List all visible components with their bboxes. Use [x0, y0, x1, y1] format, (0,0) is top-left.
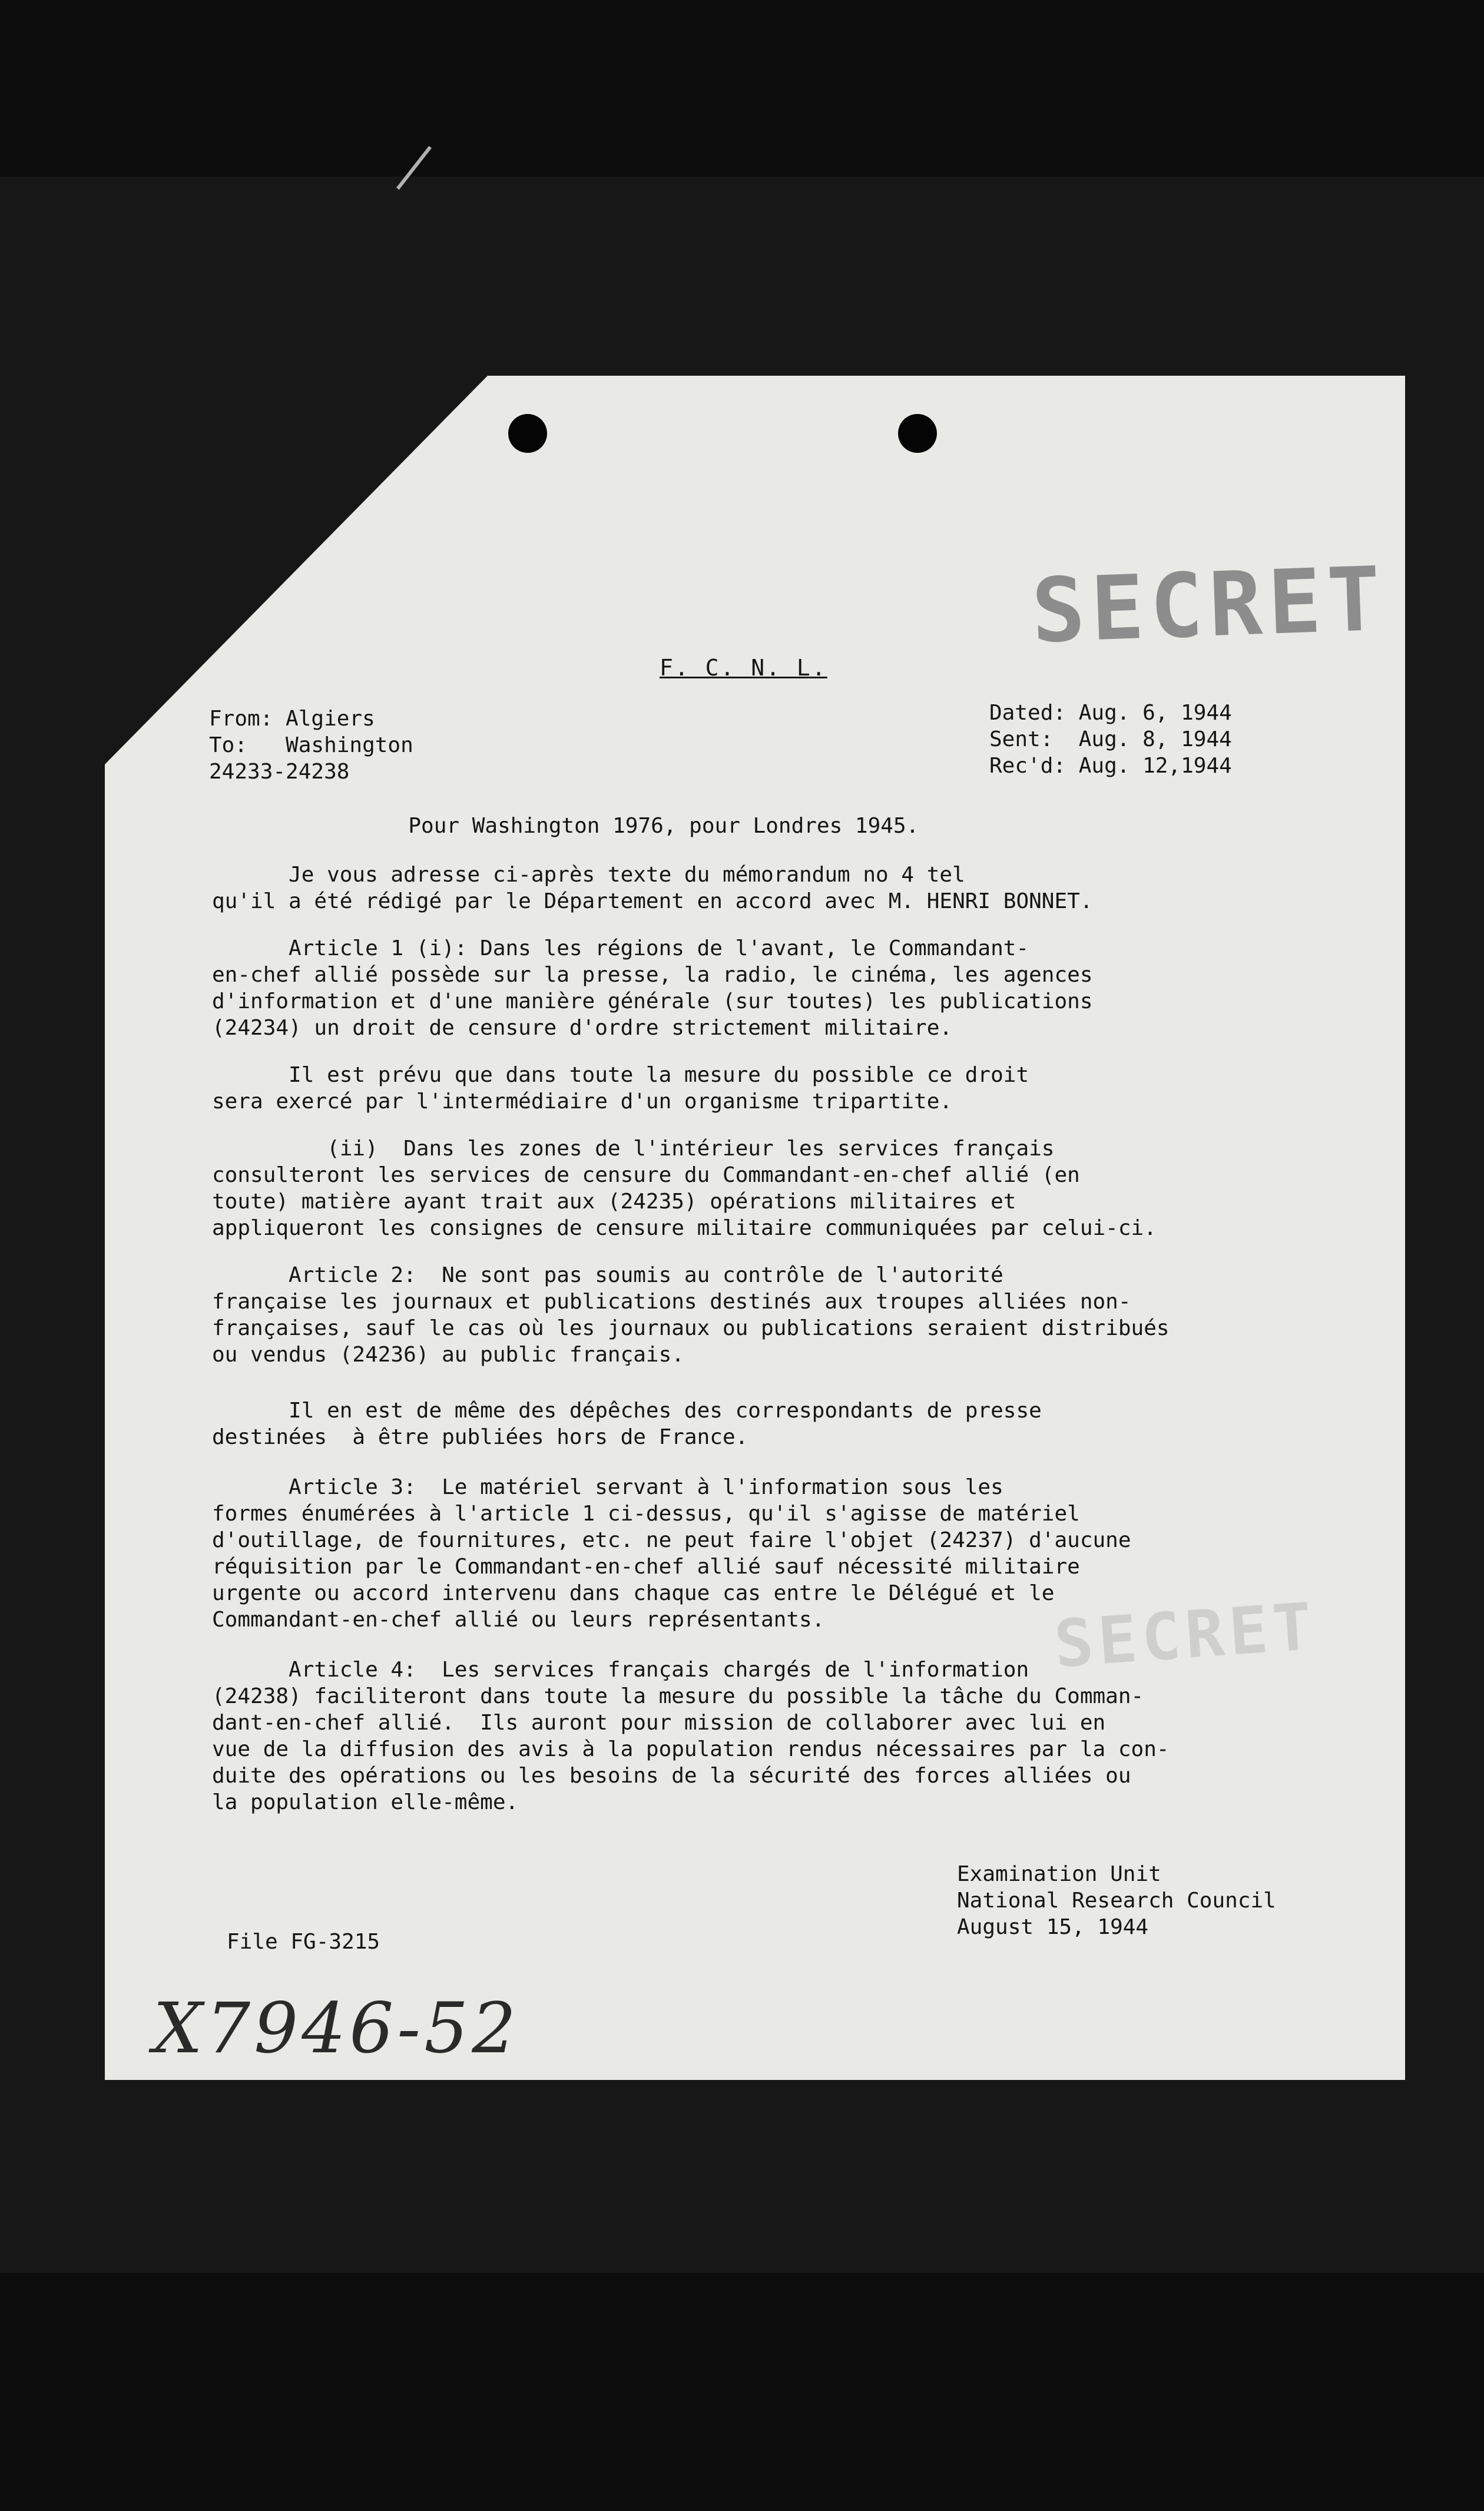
paragraph-intro: Pour Washington 1976, pour Londres 1945. — [383, 814, 919, 838]
date-sent: Sent: Aug. 8, 1944 — [989, 727, 1232, 751]
routing-from: From: Algiers — [209, 707, 375, 731]
paragraph-tripartite: Il est prévu que dans toute la mesure du possible ce droit sera exercé par l'intermédiaire d'un organisme tripartite. — [212, 1063, 1029, 1114]
secret-stamp-faint: SECRET — [1052, 1588, 1319, 1682]
file-reference: File FG-3215 — [227, 1930, 380, 1954]
paragraph-article-3: Article 3: Le matériel servant à l'information sous les formes énumérées à l'article 1 ci-dessus, qu'il s'agisse de matériel d'outillage, de fournitures, etc. ne peut faire l'objet (24237) d'aucune réquisition par le Commandant-en-chef allié sauf nécessité militaire urgente ou accord intervenu dans chaque cas entre le Délégué et le Commandant-en-chef allié ou leurs représentants. — [212, 1475, 1131, 1632]
signature-date: August 15, 1944 — [957, 1915, 1149, 1939]
paragraph-article-4: Article 4: Les services français chargés de l'information (24238) faciliteront dans toute la mesure du possible la tâche du Comman- dant-en-chef allié. Ils auront pour mission de collaborer avec lui en vue de la diffusion des avis à la population rendus nécessaires par la con- duite des opérations ou les besoins de la sécurité des forces alliées ou la population elle-même. — [212, 1658, 1170, 1814]
paragraph-article-1: Article 1 (i): Dans les régions de l'avant, le Commandant- en-chef allié possède sur la presse, la radio, le cinéma, les agences d'information et d'une manière générale (sur toutes) les publications (24234) un droit de censure d'ordre strictement militaire. — [212, 936, 1093, 1040]
paragraph-memorandum: Je vous adresse ci-après texte du mémorandum no 4 tel qu'il a été rédigé par le Département en accord avec M. HENRI BONNET. — [212, 863, 1093, 913]
paragraph-interior-zones: (ii) Dans les zones de l'intérieur les services français consulteront les services de censure du Commandant-en-chef allié (en toute) matière ayant trait aux (24235) opérations militaires et appliqueront les consignes de censure militaire communiquées par celui-ci. — [212, 1137, 1157, 1240]
date-dated: Dated: Aug. 6, 1944 — [989, 701, 1232, 725]
secret-stamp: SECRET — [1030, 548, 1388, 663]
paragraph-press-dispatches: Il en est de même des dépêches des correspondants de presse destinées à être publiées hors de France. — [212, 1399, 1042, 1449]
signature-unit: Examination Unit — [957, 1862, 1161, 1886]
punch-hole-left — [508, 414, 547, 453]
signature-council: National Research Council — [957, 1889, 1276, 1913]
paragraph-article-2: Article 2: Ne sont pas soumis au contrôle de l'autorité française les journaux et publications destinés aux troupes alliées non- françaises, sauf le cas où les journaux ou publications seraient distribués ou vendus (24236) au public français. — [212, 1263, 1170, 1367]
date-received: Rec'd: Aug. 12,1944 — [989, 754, 1232, 778]
routing-to: To: Washington — [209, 733, 413, 757]
punch-hole-right — [898, 414, 937, 453]
handwritten-note: X7946-52 — [153, 1987, 520, 2069]
routing-serials: 24233-24238 — [209, 760, 350, 784]
document-heading: F. C. N. L. — [660, 655, 827, 681]
